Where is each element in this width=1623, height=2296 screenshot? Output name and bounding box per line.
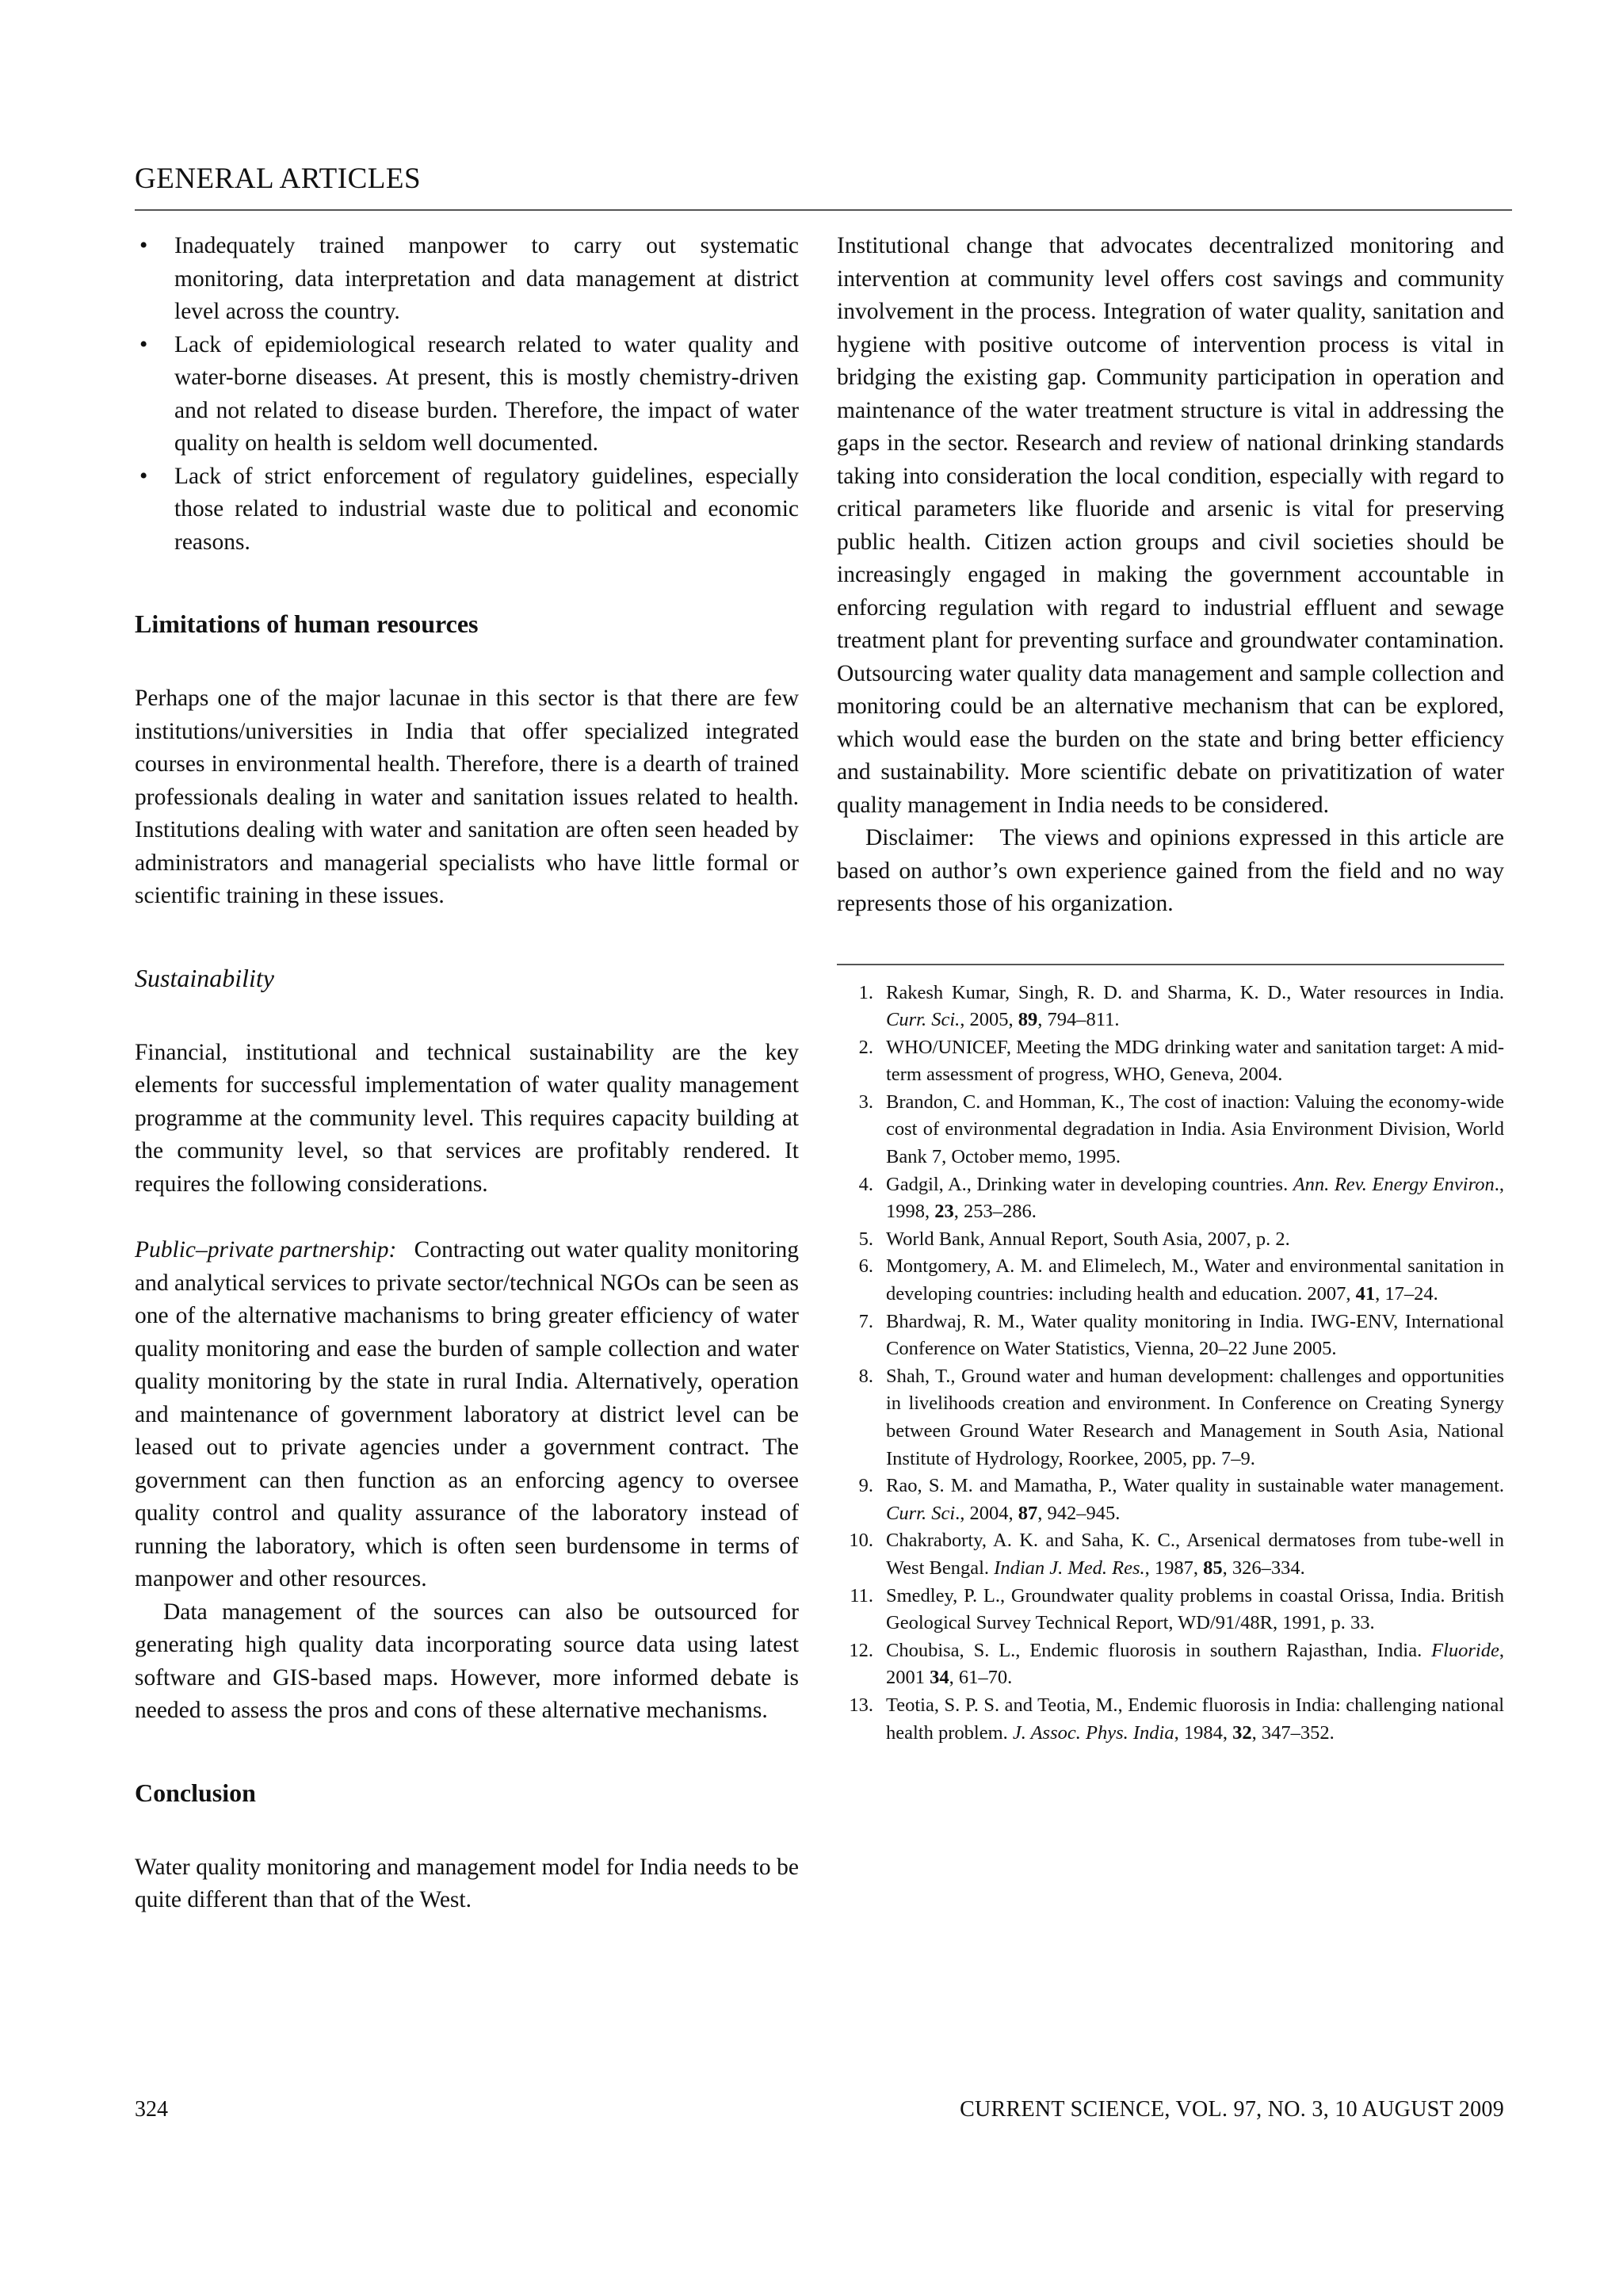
reference-text: 34: [930, 1667, 949, 1689]
bullet-item: [135, 230, 799, 329]
runin-label: Public–private partnership:: [135, 1237, 397, 1263]
reference-text: , 1987,: [1144, 1557, 1204, 1579]
reference-number: 4.: [858, 1173, 873, 1195]
reference-text: World Bank, Annual Report, South Asia, 2007, p. 2.: [886, 1228, 1290, 1250]
paragraph-public-private: [135, 1234, 799, 1596]
reference-number: 13.: [849, 1694, 873, 1716]
reference-item: [837, 1171, 1504, 1226]
reference-text: Gadgil, A., Drinking water in developing countries.: [886, 1173, 1293, 1195]
reference-number: 10.: [849, 1530, 873, 1552]
reference-number: 5.: [858, 1228, 873, 1250]
reference-text: Curr. Sci: [886, 1502, 956, 1524]
page-number: 324: [135, 2097, 168, 2122]
bullet-item: [135, 329, 799, 460]
disclaimer-label: Disclaimer:: [865, 825, 975, 850]
reference-text: Smedley, P. L., Groundwater quality problems in coastal Orissa, India. British Geological Survey Technical Report, WD/91/48R, 1991, p. 33.: [886, 1584, 1504, 1634]
reference-text: , 794–811.: [1037, 1009, 1120, 1031]
paragraph-disclaimer: [837, 822, 1504, 921]
reference-text: 23: [934, 1201, 954, 1223]
reference-number: 8.: [858, 1365, 873, 1387]
reference-text: Shah, T., Ground water and human development: challenges and opportunities in livelihoods creation and environment. In Conference on Creating Synergy between Ground Water Research and Management in South Asia, National Institute of Hydrology, Roorkee, 2005, pp. 7–9.: [886, 1365, 1504, 1469]
reference-list: [837, 980, 1504, 1748]
references-divider: [837, 964, 1504, 965]
reference-text: 89: [1018, 1009, 1038, 1031]
reference-number: 12.: [849, 1639, 873, 1661]
reference-item: [837, 1226, 1504, 1254]
reference-number: 11.: [850, 1584, 873, 1606]
reference-text: , 17–24.: [1375, 1283, 1438, 1305]
heading-sustainability: Sustainability: [135, 963, 274, 992]
reference-text: , 1984,: [1174, 1721, 1233, 1744]
reference-text: 87: [1018, 1502, 1038, 1524]
paragraph-human-resources: Perhaps one of the major lacunae in this sector is that there are few institutions/universities in India that offer specialized integrated courses in environmental health. Therefore, there is a dearth of trained professionals dealing in water and sanitation issues related to health. Institutions dealing with water and sanitation are often seen headed by administrators and managerial specialists who have little formal or scientific training in these issues.: [135, 686, 799, 908]
reference-number: 6.: [858, 1255, 873, 1278]
reference-text: 85: [1203, 1557, 1223, 1579]
reference-text: Rakesh Kumar, Singh, R. D. and Sharma, K. D., Water resources in India.: [886, 981, 1504, 1003]
reference-text: Montgomery, A. M. and Elimelech, M., Water and environmental sanitation in developing countries: including health and education. 2007,: [886, 1255, 1504, 1305]
paragraph-conclusion-continued: Institutional change that advocates decentralized monitoring and intervention at community level offers cost savings and community involvement in the process. Integration of water quality, sanitation and hygiene with positive outcome of intervention process is vital in bridging the existing gap. Community participation in operation and maintenance of the water treatment structure is vital in addressing the gaps in the sector. Research and review of national drinking standards taking into consideration the local condition, especially with regard to critical parameters like fluoride and arsenic is vital for preserving public health. Citizen action groups and civil societies should be increasingly engaged in making the government accountable in enforcing regulation with regard to industrial effluent and sewage treatment plant for preventing surface and groundwater contamination. Outsourcing water quality data management and sample collection and monitoring could be an alternative mechanism that can be explored, which would ease the burden on the state and bring better efficiency and sustainability. More scientific debate on privatitization of water quality management in India needs to be considered.: [837, 233, 1504, 818]
bullet-item: [135, 460, 799, 560]
reference-text: WHO/UNICEF, Meeting the MDG drinking water and sanitation target: A mid-term assessment of progress, WHO, Geneva, 2004.: [886, 1036, 1504, 1086]
bullet-dot-icon: •: [139, 331, 148, 357]
reference-text: 41: [1355, 1283, 1376, 1305]
section-title: GENERAL ARTICLES: [135, 162, 422, 195]
reference-text: ., 2004,: [955, 1502, 1018, 1524]
bullet-dot-icon: •: [139, 233, 148, 258]
runin-text: Contracting out water quality monitoring and analytical services to private sector/technical NGOs can be seen as one of the alternative machanisms to bring greater efficiency of water quality monitoring and ease the burden of sample collection and water quality monitoring by the state in rural India. Alternatively, operation and maintenance of government laboratory at district level can be leased out to private agencies under a government contract. The government can then function as an enforcing agency to oversee quality control and quality assurance of the laboratory instead of running the laboratory, which is often seen burdensome in terms of manpower and other resources.: [135, 1237, 799, 1591]
bullet-text: Lack of epidemiological research related to water quality and water-borne diseases. At present, this is mostly chemistry-driven and not related to disease burden. Therefore, the impact of water quality on health is seldom well documented.: [174, 331, 799, 456]
bullet-dot-icon: •: [139, 463, 148, 489]
left-column: [135, 230, 799, 1917]
reference-text: Brandon, C. and Homman, K., The cost of inaction: Valuing the economy-wide cost of environmental degradation in India. Asia Environment Division, World Bank 7, October memo, 1995.: [886, 1091, 1504, 1168]
reference-number: 1.: [858, 981, 873, 1003]
reference-item: [837, 1363, 1504, 1473]
reference-text: , 61–70.: [949, 1667, 1013, 1689]
reference-text: , 347–352.: [1251, 1721, 1335, 1744]
paragraph-conclusion: Water quality monitoring and management model for India needs to be quite different than that of the West.: [135, 1854, 799, 1912]
reference-text: Chakraborty, A. K. and Saha, K. C., Arsenical dermatoses from tube-well in West Bengal.: [886, 1530, 1504, 1579]
reference-item: [837, 1583, 1504, 1637]
reference-number: 9.: [858, 1475, 873, 1497]
reference-item: [837, 1308, 1504, 1363]
reference-item: [837, 1473, 1504, 1527]
reference-number: 7.: [858, 1310, 873, 1332]
reference-item: [837, 1253, 1504, 1308]
reference-text: Fluoride: [1431, 1639, 1499, 1661]
journal-citation: CURRENT SCIENCE, VOL. 97, NO. 3, 10 AUGUST 2009: [960, 2097, 1504, 2122]
reference-text: J. Assoc. Phys. India: [1012, 1721, 1174, 1744]
reference-item: [837, 1692, 1504, 1747]
reference-text: , 2001: [886, 1639, 1504, 1689]
heading-human-resources: Limitations of human resources: [135, 609, 479, 638]
reference-text: 32: [1232, 1721, 1252, 1744]
reference-text: Rao, S. M. and Mamatha, P., Water quality in sustainable water management.: [886, 1475, 1504, 1497]
reference-text: ., 1998,: [886, 1173, 1504, 1223]
paragraph-sustainability: Financial, institutional and technical sustainability are the key elements for successful implementation of water quality management programme at the community level. This requires capacity building at the community level, so that services are profitably rendered. It requires the following considerations.: [135, 1039, 799, 1197]
reference-text: Teotia, S. P. S. and Teotia, M., Endemic fluorosis in India: challenging national health problem.: [886, 1694, 1504, 1744]
reference-text: , 253–286.: [953, 1201, 1037, 1223]
reference-text: , 942–945.: [1037, 1502, 1121, 1524]
paragraph-data-management: Data management of the sources can also be outsourced for generating high quality data incorporating source data using latest software and GIS-based maps. However, more informed debate is needed to assess the pros and cons of these alternative mechanisms.: [135, 1599, 799, 1723]
reference-text: Ann. Rev. Energy Environ: [1293, 1173, 1495, 1195]
reference-number: 3.: [858, 1091, 873, 1113]
reference-text: , 326–334.: [1222, 1557, 1305, 1579]
reference-text: Bhardwaj, R. M., Water quality monitoring in India. IWG-ENV, International Conference on Water Statistics, Vienna, 20–22 June 2005.: [886, 1310, 1504, 1360]
reference-text: , 2005,: [960, 1009, 1018, 1031]
reference-item: [837, 1034, 1504, 1089]
bullet-text: Inadequately trained manpower to carry out systematic monitoring, data interpretation and data management at district level across the country.: [174, 233, 799, 324]
running-header: [135, 162, 1512, 211]
reference-item: [837, 1637, 1504, 1692]
bullet-text: Lack of strict enforcement of regulatory guidelines, especially those related to industrial waste due to political and economic reasons.: [174, 463, 799, 555]
heading-conclusion: Conclusion: [135, 1778, 256, 1807]
reference-text: Choubisa, S. L., Endemic fluorosis in southern Rajasthan, India.: [886, 1639, 1432, 1661]
right-column: [837, 230, 1504, 1747]
reference-item: [837, 1089, 1504, 1171]
reference-item: [837, 980, 1504, 1034]
reference-text: Curr. Sci.: [886, 1009, 960, 1031]
reference-number: 2.: [858, 1036, 873, 1058]
reference-text: Indian J. Med. Res.: [994, 1557, 1145, 1579]
reference-item: [837, 1527, 1504, 1582]
disclaimer-text: The views and opinions expressed in this article are based on author’s own experience gained from the field and no way represents those of his organization.: [837, 825, 1504, 916]
bullet-list: [135, 230, 799, 559]
